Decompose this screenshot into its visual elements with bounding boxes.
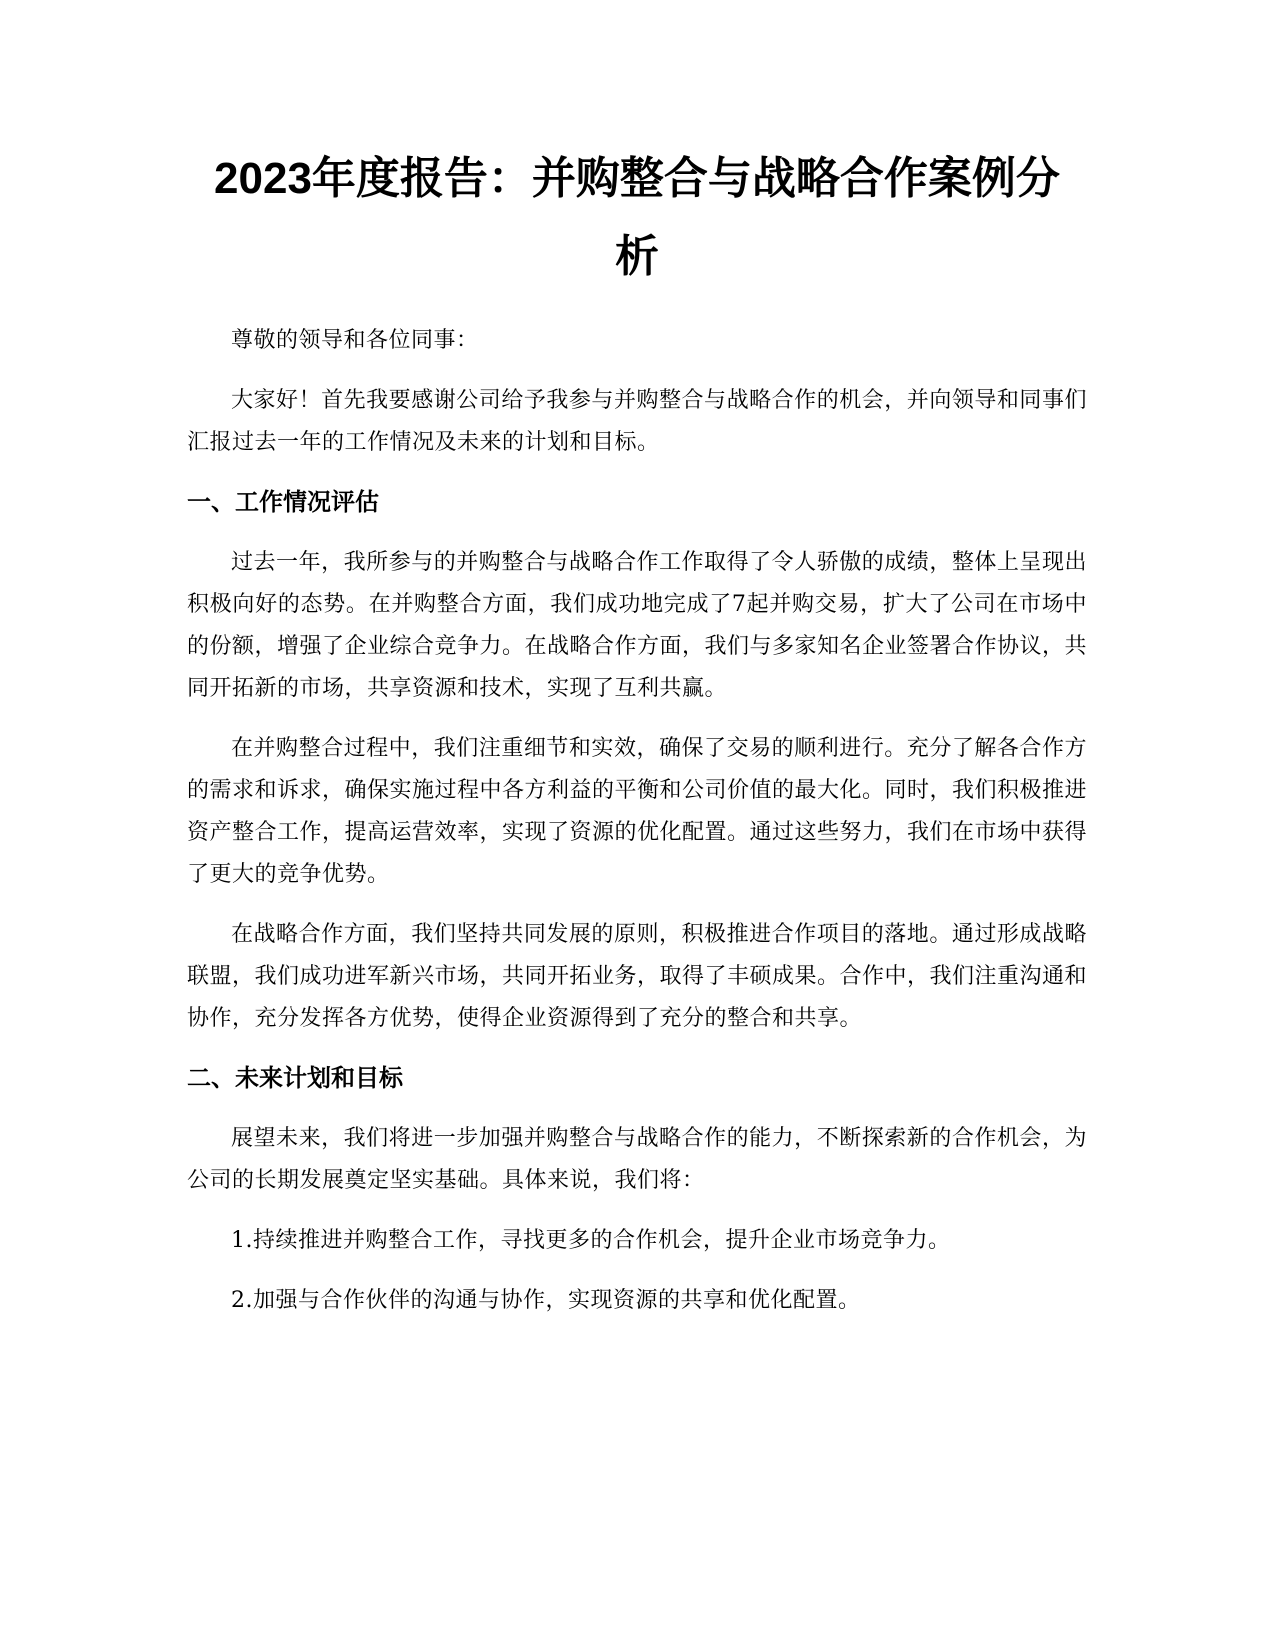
paragraph: 在战略合作方面，我们坚持共同发展的原则，积极推进合作项目的落地。通过形成战略联盟，我们成功进军新兴市场，共同开拓业务，取得了丰硕成果。合作中，我们注重沟通和协作，充分发挥各方优势，使得企业资源得到了充分的整合和共享。	[187, 922, 1088, 1031]
paragraph: 过去一年，我所参与的并购整合与战略合作工作取得了令人骄傲的成绩，整体上呈现出积极向好的态势。在并购整合方面，我们成功地完成了7起并购交易，扩大了公司在市场中的份额，增强了企业综合竞争力。在战略合作方面，我们与多家知名企业签署合作协议，共同开拓新的市场，共享资源和技术，实现了互利共赢。	[187, 550, 1088, 701]
paragraph: 在并购整合过程中，我们注重细节和实效，确保了交易的顺利进行。充分了解各合作方的需求和诉求，确保实施过程中各方利益的平衡和公司价值的最大化。同时，我们积极推进资产整合工作，提高运营效率，实现了资源的优化配置。通过这些努力，我们在市场中获得了更大的竞争优势。	[187, 736, 1088, 887]
list-item: 1.持续推进并购整合工作，寻找更多的合作机会，提升企业市场竞争力。	[231, 1228, 951, 1253]
paragraph: 展望未来，我们将进一步加强并购整合与战略合作的能力，不断探索新的合作机会，为公司的长期发展奠定坚实基础。具体来说，我们将：	[187, 1126, 1087, 1193]
section-future-plans	[187, 1058, 1087, 1322]
greeting: 尊敬的领导和各位同事：	[231, 328, 479, 353]
section-heading: 二、未来计划和目标	[187, 1065, 403, 1092]
document-body	[187, 140, 1087, 1340]
list-item: 2.加强与合作伙伴的沟通与协作，实现资源的共享和优化配置。	[231, 1288, 861, 1313]
section-work-review	[187, 482, 1087, 1040]
section-heading: 一、工作情况评估	[187, 489, 379, 516]
intro-paragraph: 大家好！首先我要感谢公司给予我参与并购整合与战略合作的机会，并向领导和同事们汇报过去一年的工作情况及未来的计划和目标。	[187, 388, 1087, 455]
document-title: 2023年度报告：并购整合与战略合作案例分析	[214, 154, 1060, 281]
